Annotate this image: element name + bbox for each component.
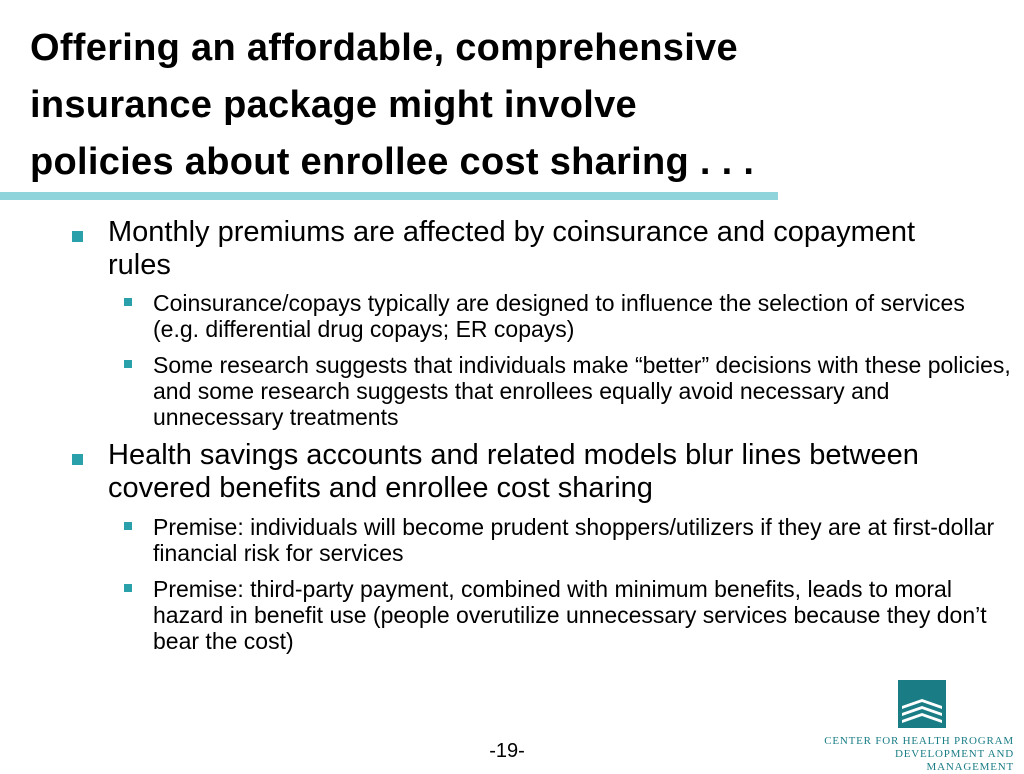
bullet-item: Monthly premiums are affected by coinsurance and copayment rules: [108, 216, 916, 281]
org-name-line-2: DEVELOPMENT AND MANAGEMENT: [894, 748, 1014, 773]
sub-bullet-square-icon: [124, 360, 132, 368]
sub-bullet-item: Some research suggests that individuals make “better” decisions with these policies, and some research suggests that enrollees equally avoid necessary and unnecessary treatments: [153, 352, 1011, 430]
bullet-item: Health savings accounts and related models blur lines between covered benefits and enrollee cost sharing: [108, 439, 919, 504]
org-logo-icon: [898, 680, 946, 728]
sub-bullet-square-icon: [124, 584, 132, 592]
page-number: -19-: [489, 740, 525, 762]
sub-bullet-square-icon: [124, 298, 132, 306]
title-divider: [0, 192, 778, 200]
bullet-square-icon: [72, 231, 83, 242]
sub-bullet-item: Premise: individuals will become prudent shoppers/utilizers if they are at first-dollar financial risk for services: [153, 514, 995, 566]
org-name-line-1: CENTER FOR HEALTH PROGRAM: [824, 735, 1014, 747]
sub-bullet-item: Coinsurance/copays typically are designed to influence the selection of services (e.g. differential drug copays; ER copays): [153, 290, 965, 342]
bullet-square-icon: [72, 454, 83, 465]
org-name: [814, 735, 1014, 774]
sub-bullet-square-icon: [124, 522, 132, 530]
sub-bullet-item: Premise: third-party payment, combined with minimum benefits, leads to moral hazard in benefit use (people overutilize unnecessary services because they don’t bear the cost): [153, 576, 987, 654]
slide-title: Offering an affordable, comprehensive insurance package might involve policies about enrollee cost sharing . . .: [30, 27, 755, 183]
